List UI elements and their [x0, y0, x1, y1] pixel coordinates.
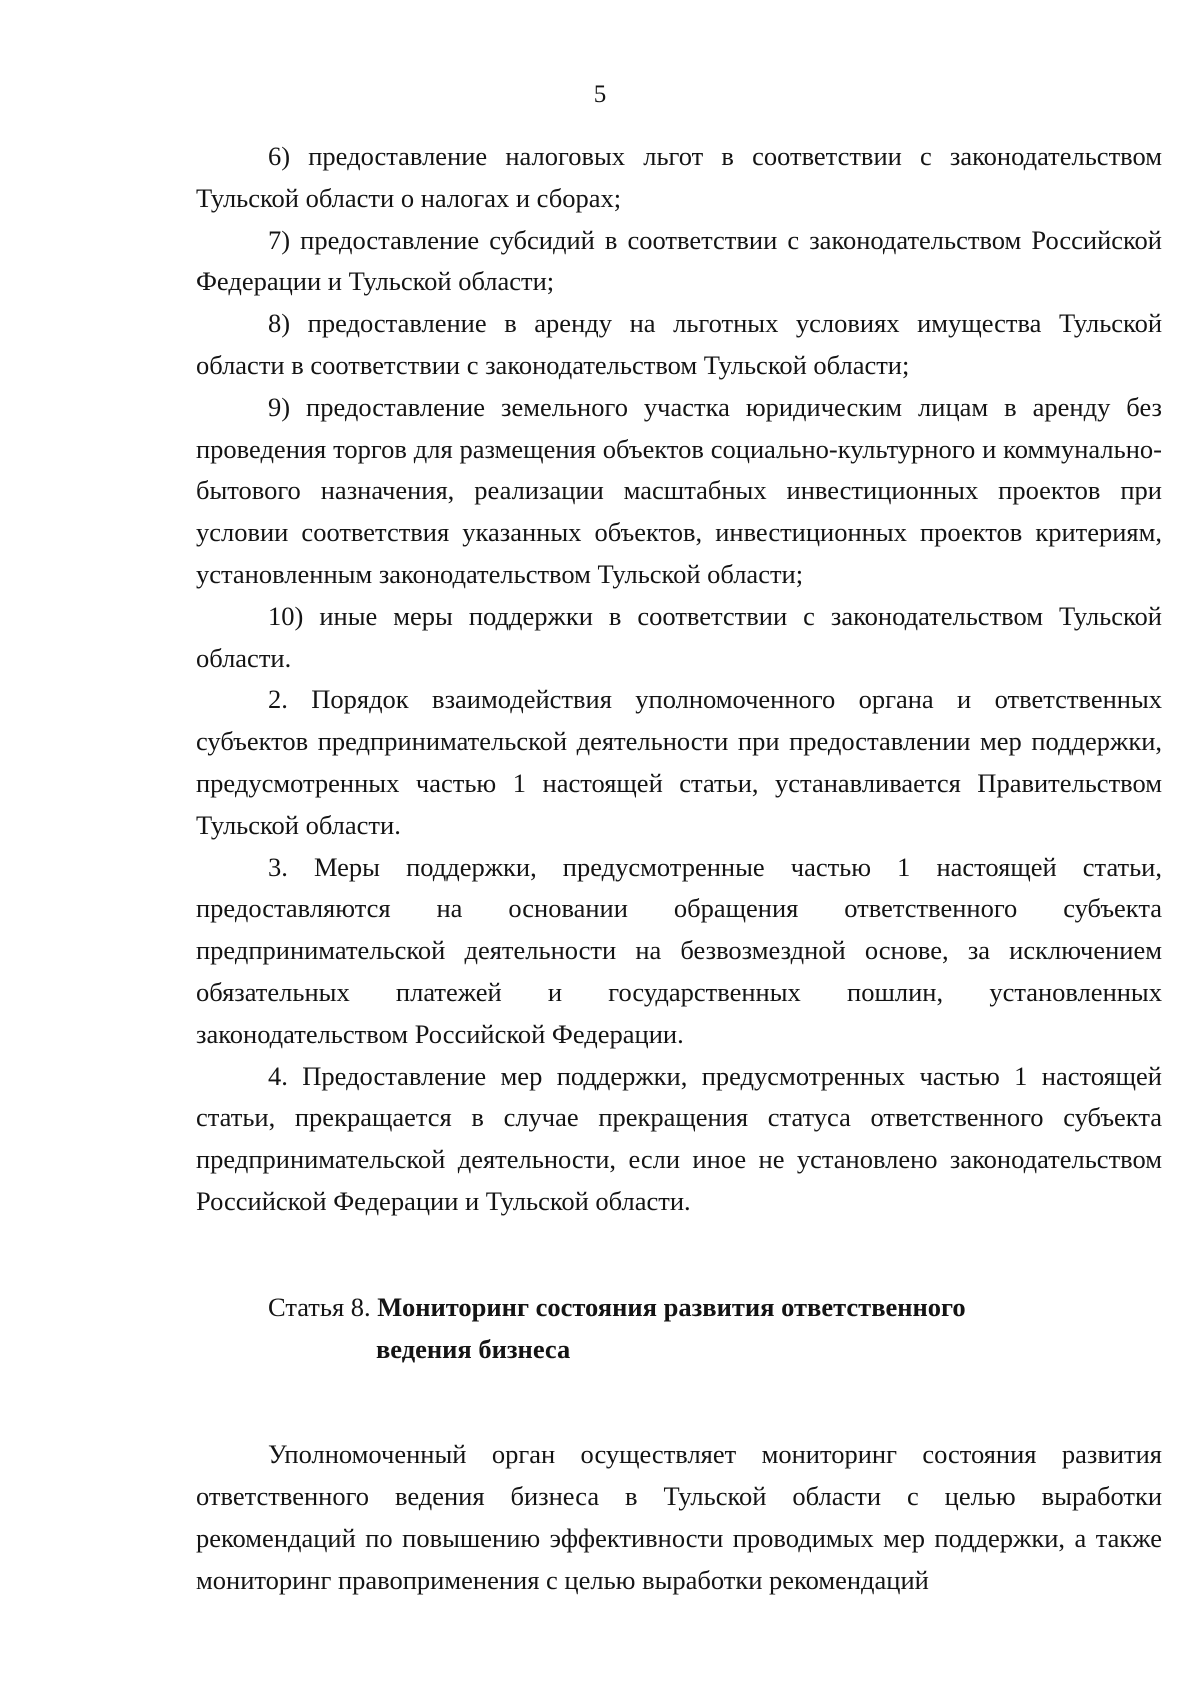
clause-4: 4. Предоставление мер поддержки, предусмотренных частью 1 настоящей статьи, прекращается в случае прекращения статуса ответственного субъекта предпринимательской деятельности, если иное не установлено законодательством Российской Федерации и Тульской области.: [196, 1060, 1162, 1216]
clause-2: 2. Порядок взаимодействия уполномоченного органа и ответственных субъектов предпринимательской деятельности при предоставлении мер поддержки, предусмотренных частью 1 настоящей статьи, устанавливается Правительством Тульской области.: [196, 684, 1162, 840]
list-item-8: 8) предоставление в аренду на льготных условиях имущества Тульской области в соответствии с законодательством Тульской области;: [196, 308, 1162, 380]
page-number: 5: [593, 81, 607, 108]
article-title-line2: ведения бизнеса: [376, 1333, 571, 1364]
list-item-7: 7) предоставление субсидий в соответствии с законодательством Российской Федерации и Тульской области;: [196, 224, 1162, 297]
article-prefix: Статья 8.: [268, 1291, 378, 1322]
list-item-10: 10) иные меры поддержки в соответствии с законодательством Тульской области.: [196, 600, 1162, 673]
list-item-9: 9) предоставление земельного участка юридическим лицам в аренду без проведения торгов для размещения объектов социально-культурного и коммунально-бытового назначения, реализации масштабных инвестиционных проектов при условии соответствия указанных объектов, инвестиционных проектов критериям, установленным законодательством Тульской области;: [196, 391, 1162, 589]
article-8-paragraph: Уполномоченный орган осуществляет мониторинг состояния развития ответственного ведения бизнеса в Тульской области с целью выработки рекомендаций по повышению эффективности проводимых мер поддержки, а также мониторинг правоприменения с целью выработки рекомендаций: [196, 1439, 1162, 1595]
list-item-6: 6) предоставление налоговых льгот в соответствии с законодательством Тульской области о налогах и сборах;: [196, 141, 1162, 213]
article-title-line1: Мониторинг состояния развития ответственного: [377, 1291, 966, 1322]
article-heading-row-2: [268, 1329, 1162, 1371]
clause-3: 3. Меры поддержки, предусмотренные частью 1 настоящей статьи, предоставляются на основании обращения ответственного субъекта предпринимательской деятельности на безвозмездной основе, за исключением обязательных платежей и государственных пошлин, установленных законодательством Российской Федерации.: [196, 851, 1162, 1049]
document-body: [196, 136, 1162, 1602]
article-heading-row-1: [268, 1287, 1162, 1329]
article-8-heading: [196, 1287, 1162, 1371]
